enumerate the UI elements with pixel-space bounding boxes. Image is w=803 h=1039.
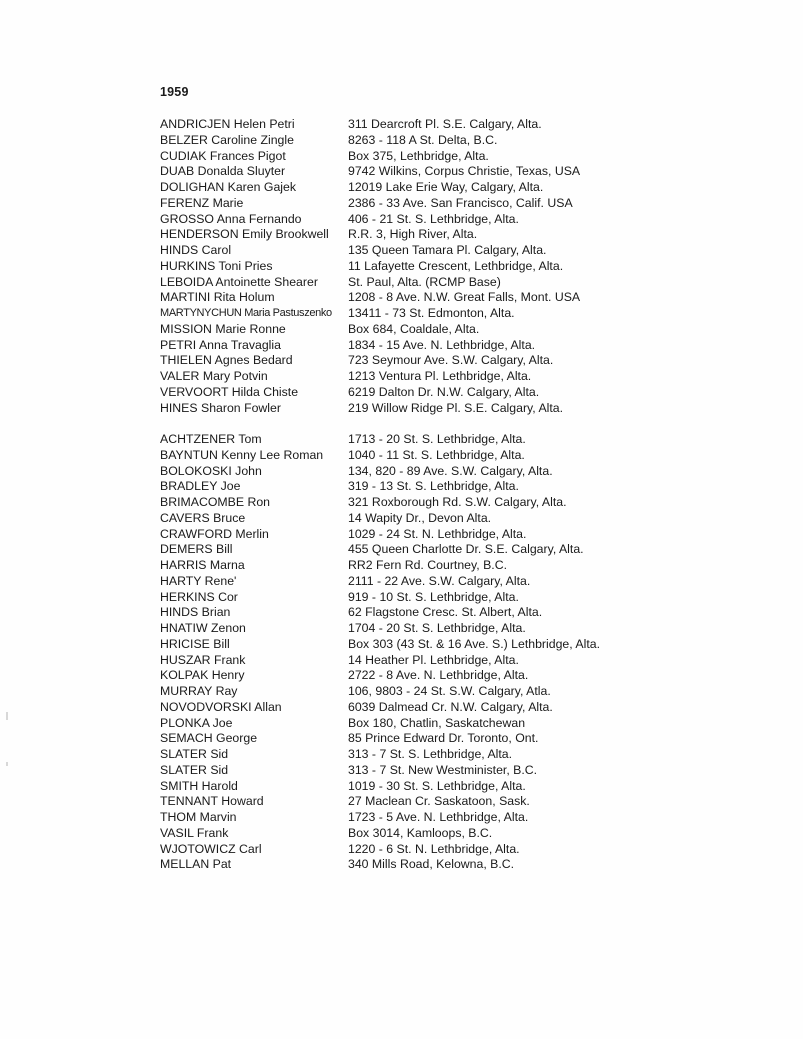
class-list-women bbox=[160, 117, 800, 416]
list-item bbox=[160, 716, 800, 732]
person-address: 340 Mills Road, Kelowna, B.C. bbox=[348, 857, 515, 872]
person-address: 1213 Ventura Pl. Lethbridge, Alta. bbox=[348, 369, 532, 383]
person-address: 14 Wapity Dr., Devon Alta. bbox=[348, 510, 492, 525]
list-item bbox=[160, 290, 800, 306]
person-name: TENNANT Howard bbox=[160, 794, 264, 809]
person-address: 919 - 10 St. S. Lethbridge, Alta. bbox=[348, 589, 519, 604]
person-name: WJOTOWICZ Carl bbox=[160, 841, 262, 856]
list-item bbox=[160, 353, 800, 369]
list-item bbox=[160, 511, 800, 527]
person-address: 1834 - 15 Ave. N. Lethbridge, Alta. bbox=[348, 337, 536, 352]
person-address: 1029 - 24 St. N. Lethbridge, Alta. bbox=[348, 526, 527, 541]
person-address: Box 303 (43 St. & 16 Ave. S.) Lethbridge, Alta. bbox=[348, 636, 601, 651]
person-name: VASIL Frank bbox=[160, 825, 229, 840]
person-address: Box 3014, Kamloops, B.C. bbox=[348, 825, 493, 840]
list-item bbox=[160, 826, 800, 842]
person-name: MARTINI Rita Holum bbox=[160, 290, 275, 305]
class-list-men bbox=[160, 432, 800, 873]
list-item bbox=[160, 684, 800, 700]
list-item bbox=[160, 338, 800, 354]
list-item bbox=[160, 432, 800, 448]
list-item bbox=[160, 306, 800, 322]
person-name: FERENZ Marie bbox=[160, 195, 244, 210]
person-name: HINDS Carol bbox=[160, 243, 232, 257]
person-name: THIELEN Agnes Bedard bbox=[160, 353, 293, 368]
year-heading: 1959 bbox=[160, 85, 189, 99]
person-name: PETRI Anna Travaglia bbox=[160, 337, 281, 352]
person-name: ACHTZENER Tom bbox=[160, 432, 262, 446]
person-name: KOLPAK Henry bbox=[160, 668, 245, 683]
person-name: HUSZAR Frank bbox=[160, 652, 246, 667]
list-item bbox=[160, 164, 800, 180]
person-name: MISSION Marie Ronne bbox=[160, 321, 286, 336]
person-address: 2722 - 8 Ave. N. Lethbridge, Alta. bbox=[348, 668, 529, 683]
list-item bbox=[160, 479, 800, 495]
person-address: 135 Queen Tamara Pl. Calgary, Alta. bbox=[348, 243, 547, 257]
list-item bbox=[160, 857, 800, 873]
person-address: 27 Maclean Cr. Saskatoon, Sask. bbox=[348, 794, 530, 809]
person-address: 13411 - 73 St. Edmonton, Alta. bbox=[348, 306, 515, 320]
list-item bbox=[160, 227, 800, 243]
list-item bbox=[160, 180, 800, 196]
person-address: 313 - 7 St. S. Lethbridge, Alta. bbox=[348, 747, 513, 761]
list-item bbox=[160, 637, 800, 653]
list-item bbox=[160, 149, 800, 165]
person-address: Box 375, Lethbridge, Alta. bbox=[348, 148, 489, 163]
person-address: 406 - 21 St. S. Lethbridge, Alta. bbox=[348, 211, 519, 226]
list-item bbox=[160, 259, 800, 275]
person-name: HRICISE Bill bbox=[160, 636, 230, 651]
person-name: DEMERS Bill bbox=[160, 542, 233, 557]
list-item bbox=[160, 668, 800, 684]
person-name: VALER Mary Potvin bbox=[160, 369, 268, 383]
list-item bbox=[160, 133, 800, 149]
person-name: SMITH Harold bbox=[160, 778, 238, 793]
list-item bbox=[160, 385, 800, 401]
list-item bbox=[160, 448, 800, 464]
person-name: THOM Marvin bbox=[160, 810, 237, 824]
person-address: 1713 - 20 St. S. Lethbridge, Alta. bbox=[348, 432, 526, 446]
person-name: BAYNTUN Kenny Lee Roman bbox=[160, 447, 324, 462]
person-name: MELLAN Pat bbox=[160, 857, 232, 872]
person-name: LEBOIDA Antoinette Shearer bbox=[160, 274, 318, 289]
scan-mark bbox=[6, 712, 8, 720]
person-name: HNATIW Zenon bbox=[160, 621, 246, 635]
person-name: HENDERSON Emily Brookwell bbox=[160, 227, 329, 242]
list-item bbox=[160, 275, 800, 291]
person-address: 11 Lafayette Crescent, Lethbridge, Alta. bbox=[348, 258, 564, 273]
list-item bbox=[160, 794, 800, 810]
list-item bbox=[160, 605, 800, 621]
list-item bbox=[160, 763, 800, 779]
person-address: 85 Prince Edward Dr. Toronto, Ont. bbox=[348, 731, 539, 746]
list-item bbox=[160, 464, 800, 480]
list-item bbox=[160, 401, 800, 417]
person-name: BRADLEY Joe bbox=[160, 479, 241, 494]
person-address: 1019 - 30 St. S. Lethbridge, Alta. bbox=[348, 778, 526, 793]
person-address: 2111 - 22 Ave. S.W. Calgary, Alta. bbox=[348, 573, 531, 588]
list-item bbox=[160, 322, 800, 338]
list-item bbox=[160, 196, 800, 212]
list-item bbox=[160, 747, 800, 763]
list-item bbox=[160, 527, 800, 543]
person-name: HINES Sharon Fowler bbox=[160, 400, 281, 415]
person-address: Box 684, Coaldale, Alta. bbox=[348, 321, 480, 336]
person-address: 8263 - 118 A St. Delta, B.C. bbox=[348, 132, 498, 147]
list-item bbox=[160, 212, 800, 228]
list-item bbox=[160, 810, 800, 826]
person-name: VERVOORT Hilda Chiste bbox=[160, 384, 299, 399]
person-address: 106, 9803 - 24 St. S.W. Calgary, Atla. bbox=[348, 684, 551, 698]
person-name: SLATER Sid bbox=[160, 747, 229, 761]
list-item bbox=[160, 495, 800, 511]
person-name: CRAWFORD Merlin bbox=[160, 526, 269, 541]
person-name: HURKINS Toni Pries bbox=[160, 258, 273, 273]
list-item bbox=[160, 621, 800, 637]
list-item bbox=[160, 243, 800, 259]
person-name: DUAB Donalda Sluyter bbox=[160, 164, 286, 179]
person-name: ANDRICJEN Helen Petri bbox=[160, 117, 295, 131]
person-name: GROSSO Anna Fernando bbox=[160, 211, 302, 226]
person-address: 6039 Dalmead Cr. N.W. Calgary, Alta. bbox=[348, 699, 553, 714]
person-address: 62 Flagstone Cresc. St. Albert, Alta. bbox=[348, 605, 543, 620]
person-name: SLATER Sid bbox=[160, 762, 229, 777]
person-address: 455 Queen Charlotte Dr. S.E. Calgary, Alta. bbox=[348, 542, 584, 557]
person-address: 6219 Dalton Dr. N.W. Calgary, Alta. bbox=[348, 384, 540, 399]
list-item bbox=[160, 842, 800, 858]
person-name: MARTYNYCHUN Maria Pastuszenko bbox=[160, 307, 332, 319]
list-item bbox=[160, 369, 800, 385]
list-item bbox=[160, 542, 800, 558]
person-address: 1040 - 11 St. S. Lethbridge, Alta. bbox=[348, 447, 525, 462]
person-name: PLONKA Joe bbox=[160, 715, 233, 730]
person-address: R.R. 3, High River, Alta. bbox=[348, 227, 478, 242]
list-item bbox=[160, 558, 800, 574]
person-name: BELZER Caroline Zingle bbox=[160, 132, 294, 147]
person-address: 321 Roxborough Rd. S.W. Calgary, Alta. bbox=[348, 495, 567, 509]
person-name: CUDIAK Frances Pigot bbox=[160, 148, 286, 163]
person-address: 311 Dearcroft Pl. S.E. Calgary, Alta. bbox=[348, 117, 542, 131]
person-address: 1220 - 6 St. N. Lethbridge, Alta. bbox=[348, 841, 520, 856]
person-name: HERKINS Cor bbox=[160, 589, 238, 604]
person-name: BRIMACOMBE Ron bbox=[160, 495, 271, 509]
list-item bbox=[160, 590, 800, 606]
person-address: 1723 - 5 Ave. N. Lethbridge, Alta. bbox=[348, 810, 529, 824]
list-item bbox=[160, 779, 800, 795]
list-item bbox=[160, 700, 800, 716]
list-item bbox=[160, 574, 800, 590]
person-address: RR2 Fern Rd. Courtney, B.C. bbox=[348, 558, 508, 572]
person-name: MURRAY Ray bbox=[160, 684, 238, 698]
person-address: 14 Heather Pl. Lethbridge, Alta. bbox=[348, 652, 519, 667]
list-item bbox=[160, 653, 800, 669]
person-address: 12019 Lake Erie Way, Calgary, Alta. bbox=[348, 180, 544, 194]
list-item bbox=[160, 731, 800, 747]
person-name: HINDS Brian bbox=[160, 605, 231, 620]
person-name: BOLOKOSKI John bbox=[160, 463, 262, 478]
person-name: DOLIGHAN Karen Gajek bbox=[160, 180, 296, 194]
person-address: 9742 Wilkins, Corpus Christie, Texas, USA bbox=[348, 164, 581, 179]
person-address: 219 Willow Ridge Pl. S.E. Calgary, Alta. bbox=[348, 400, 564, 415]
person-name: CAVERS Bruce bbox=[160, 510, 246, 525]
person-name: HARRIS Marna bbox=[160, 558, 245, 572]
person-address: 319 - 13 St. S. Lethbridge, Alta. bbox=[348, 479, 519, 494]
person-address: St. Paul, Alta. (RCMP Base) bbox=[348, 274, 501, 289]
person-address: 1704 - 20 St. S. Lethbridge, Alta. bbox=[348, 621, 526, 635]
person-name: HARTY Rene' bbox=[160, 573, 237, 588]
list-item bbox=[160, 117, 800, 133]
person-address: 313 - 7 St. New Westminister, B.C. bbox=[348, 762, 538, 777]
person-address: Box 180, Chatlin, Saskatchewan bbox=[348, 715, 526, 730]
scan-mark bbox=[6, 762, 8, 766]
person-address: 1208 - 8 Ave. N.W. Great Falls, Mont. USA bbox=[348, 290, 581, 305]
person-address: 2386 - 33 Ave. San Francisco, Calif. USA bbox=[348, 195, 573, 210]
person-address: 134, 820 - 89 Ave. S.W. Calgary, Alta. bbox=[348, 463, 553, 478]
person-name: NOVODVORSKI Allan bbox=[160, 699, 282, 714]
person-name: SEMACH George bbox=[160, 731, 258, 746]
person-address: 723 Seymour Ave. S.W. Calgary, Alta. bbox=[348, 353, 554, 368]
